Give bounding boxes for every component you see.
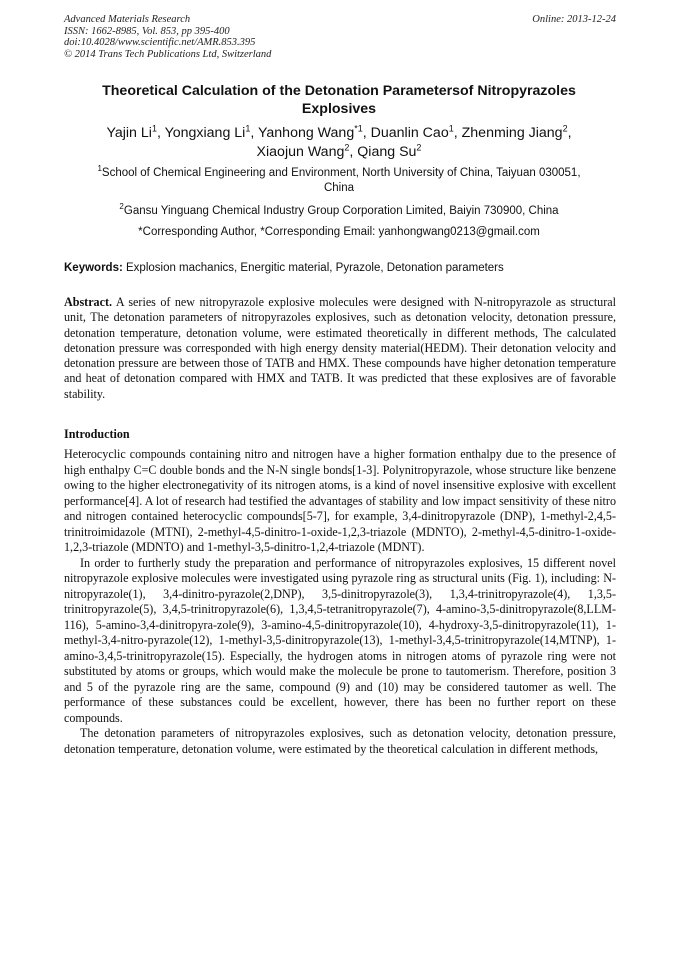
keywords: [64, 261, 616, 276]
online-date: Online: 2013-12-24: [532, 14, 616, 25]
paragraph: Heterocyclic compounds containing nitro and nitrogen have a higher formation enthalpy due to the presence of high enthalpy C=C double bonds and the N-N single bonds[1-3]. Polynitropyrazole, whose structure like benzene owing to the higher electronegativity of its nitrogen atoms, is a kind of novel insensitive explosive with excellent performance[4]. A lot of research had testified the advantages of stability and low impact sensitivity of these nitro and nitrogen contained heterocyclic compounds[5-7], for example, 3,4-dinitropyrazole (DNP), 1-methyl-2,4,5-trinitroimidazole (MTNI), 2-methyl-4,5-dinitro-1-oxide-1,2,3-triazole (MDNTO), 2-methyl-4,5-dinitro-1-oxide-1,2,3-triazole (MDNTO) and 1-methyl-3,5-dinitro-1,2,4-triazole (MDNT).: [64, 447, 616, 554]
author-name: Duanlin Cao: [370, 125, 449, 141]
author-name: Qiang Su: [357, 143, 417, 160]
abstract: [64, 295, 616, 402]
corresponding-author: *Corresponding Author, *Corresponding Email: yanhongwang0213@gmail.com: [138, 226, 540, 238]
paragraph: In order to furtherly study the preparation and performance of nitropyrazoles explosives, 15 different novel nitropyrazole explosive molecules were investigated using pyrazole ring as structural units (Fig. 1), including: N-nitropyrazole(1), 3,4-dinitro-pyrazole(2,DNP), 3,5-dinitropyrazole(3), 1,3,4-trinitropyrazole(4), 1,3,5-trinitropyrazole(5), 3,4,5-trinitropyrazole(6), 1,3,4,5-tetranitropyrazole(7), 4-amino-3,5-dinitropyrazole(8,LLM-116), 5-amino-3,4-dinitropyra-zole(9), 3-amino-4,5-dinitropyrazole(10), 4-hydroxy-3,5-dinitropyrazole(11), 1-methyl-3,4-nitro-pyrazole(12), 1-methyl-3,5-dinitropyrazole(13), 1-methyl-3,4,5-trinitropyrazole(14,MTNP), 1-amino-3,4,5-trinitropyrazole(15). Especially, the hydrogen atoms in nitrogen atoms of pyrazole ring were not substituted by atoms or groups, which would make the molecule be prone to tautomerism. Therefore, position 3 and 5 of the pyrazole ring are the same, compound (9) and (10) may be considered tautomer as well. The performance of these substances could be excellent, however, there has been no further report on these compounds.: [64, 555, 616, 725]
author-affil-mark: *1: [354, 123, 363, 134]
author-name: Xiaojun Wang: [256, 143, 345, 160]
author-affil-mark: 1: [245, 123, 251, 134]
author-name: Yanhong Wang: [257, 125, 355, 141]
author-list: Yajin Li$^1$, Yongxiang Li$^1$, Yanhong Wang$^{*1}$, Duanlin Cao$^1$, Zhenming Jiang$^2$, Xiaojun Wang$^2$, Qiang Su$^2$: [106, 123, 572, 160]
keywords-text: Explosion machanics, Energitic material, Pyrazole, Detonation parameters: [126, 262, 504, 274]
doi-line: doi:10.4028/www.scientific.net/AMR.853.395: [64, 37, 256, 48]
keywords-label: Keywords:: [64, 262, 123, 274]
section-heading-introduction: Introduction: [64, 427, 130, 441]
abstract-text: A series of new nitropyrazole explosive molecules were designed with N-nitropyrazole as structural unit, The detonation parameters of nitropyrazoles explosives, such as detonation velocity, detonation pressure, detonation temperature, detonation volume, were estimated theoretically in different methods, The calculated detonation pressure was corresponded with high energy density material(HEDM). Their detonation velocity and detonation pressure are between those of TATB and HMX. These compounds have higher detonation temperature and heat of detonation compared with HMX and TATB. It was predicted that these explosives are of favorable stability.: [64, 295, 616, 401]
author-name: Yongxiang Li: [164, 125, 246, 141]
author-name: Zhenming Jiang: [461, 125, 563, 141]
journal-header: [64, 14, 616, 60]
copyright-line: © 2014 Trans Tech Publications Ltd, Switzerland: [64, 48, 272, 60]
affiliation-2: $^2$Gansu Yinguang Chemical Industry Group Corporation Limited, Baiyin 730900, China: [119, 202, 559, 217]
author-affil-mark: 2: [416, 141, 422, 152]
author-name: Yajin Li: [106, 125, 152, 141]
introduction-body: [64, 447, 616, 757]
title-line-2: Explosives: [301, 101, 377, 117]
affiliation-1: $^1$School of Chemical Engineering and Environment, North University of China, Taiyuan 030051, China: [97, 164, 581, 194]
journal-name: Advanced Materials Research: [64, 14, 191, 25]
author-affil-mark: 1: [448, 123, 454, 134]
paper-title: [60, 82, 618, 118]
issn-line: ISSN: 1662-8985, Vol. 853, pp 395-400: [64, 25, 230, 37]
title-line-1: Theoretical Calculation of the Detonation Parametersof Nitropyrazoles: [102, 83, 576, 99]
paragraph: The detonation parameters of nitropyrazoles explosives, such as detonation velocity, detonation pressure, detonation temperature, detonation volume, were estimated by the theoretical calculation in different methods,: [64, 726, 616, 756]
abstract-label: Abstract.: [64, 295, 113, 309]
author-affil-mark: 2: [344, 141, 350, 152]
author-affil-mark: 2: [562, 123, 568, 134]
author-affil-mark: 1: [151, 123, 157, 134]
